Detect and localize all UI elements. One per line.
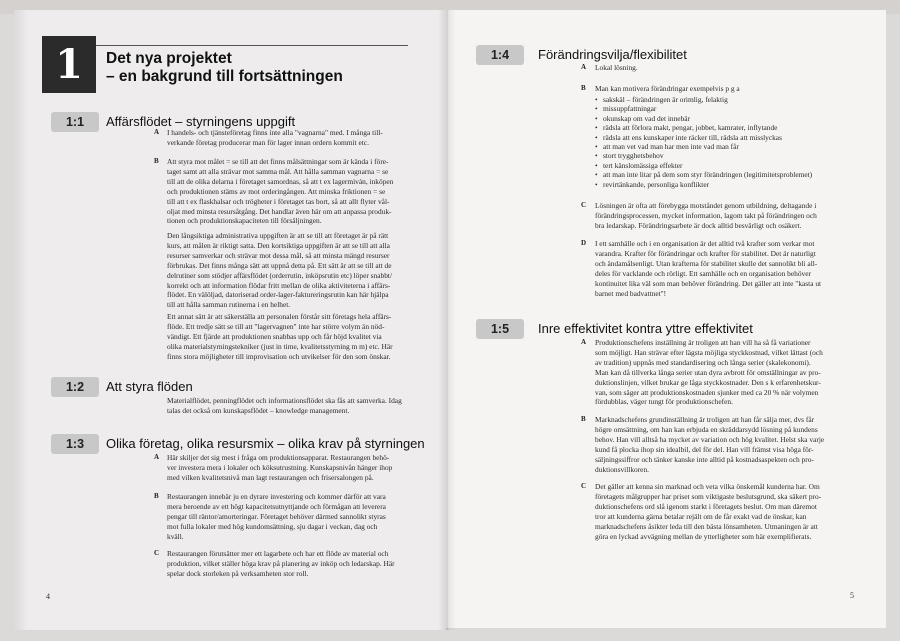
chapter-title-line-2: – en bakgrund till fortsättningen bbox=[106, 68, 343, 85]
paragraph-1-4-c: Lösningen är ofta att förebygga motståndet genom utbildning, deltagande i förändringsprocessen, mycket information, lagom takt på förändringen och bra ledarskap. Förändringsarbete är dock alltid besvärligt och osäkert. bbox=[595, 201, 817, 230]
paragraph-1-5-c: Det gäller att kenna sin marknad och veta vilka önskemål kunderna har. Om företagets målgrupper har priset som viktigaste beslutsgrund, ska säkert pro- duktionschefens ord slå igenom starkt i företagets beslut. Om man däremot tror att kunderna gärna betalar rejält om de får exakt vad de önskar, kan marknadschefens åsikter leda till den bästa lönsamheten. Utmaningen är att göra en lyckad avvägning mellan de ytterligheter som här exemplifierats. bbox=[595, 482, 822, 541]
paragraph-1-3-c: Restaurangen förutsätter mer ett lagarbete och har ett flöde av material och produktion, vilket ställer höga krav på planering av inköp och ledarskap. Här spelar dock storleken på verksamheten stor roll. bbox=[167, 549, 395, 578]
list-item: • rädsla att förlora makt, pengar, jobbet, kamrater, inflytande bbox=[595, 123, 857, 132]
left-page bbox=[14, 10, 446, 630]
right-page bbox=[446, 10, 886, 628]
paragraph-1-5-a: Produktionschefens inställning är troligen att han vill ha så få variationer som möjligt. Han strävar efter lägsta möjliga styckkostnad, vilket lättast (och av tradition) uppnås med standardisering och långa serier (skalekonomi). Man kan då tillverka långa serier utan dyra avbrott för omställningar av pro- duktionslinjen, vilket brukar ge låga styckkostnader. Den s k erfarenhetskur- van, som säger att produktionskostnaden sjunker med ca 20 % när volymen fördubblas, väger tungt för produktionschefen. bbox=[595, 338, 823, 407]
item-marker: A bbox=[154, 128, 160, 136]
item-marker: C bbox=[581, 201, 587, 209]
paragraph-1-5-b: Marknadschefens grundinställning är troligen att han får sälja mer, dvs får högre omsättning, om han kan erbjuda en skräddarsydd lösning på kundens behov. Han vill alltså ha mycket av variation och hög kvalitet. Helst ska varje kund få plocka ihop sin idealbil, del för del. Han vill främst visa höga för- säljningssiffror och tänker kanske inte alltid på kostnadsaspekten och pro- duktionsvillkoren. bbox=[595, 415, 825, 474]
paragraph-1-1-b: Att styra mot målet = se till att det finns målsättningar som är kända i före- taget samt att alla strävar mot samma mål. Att hålla samman vagnarna = se till att de olika delarna i företaget samordnas, så att t ex lagermiván, inköpen och produktionen stäms av mot orderingången. Att minska friktionen = se till att t ex flaskhalsar och trögheter i företaget tas bort, så att allt flyter vål- oljat med minsta resursåtgång. Det handlar även här om att anpassa produk- tionen och produktionskapaciteten till försäljningen. bbox=[167, 157, 394, 226]
reasons-list bbox=[595, 95, 857, 189]
item-marker: B bbox=[581, 84, 586, 92]
item-marker: A bbox=[154, 453, 160, 461]
section-title-1-1: Affärsflödet – styrningens uppgift bbox=[106, 114, 296, 129]
section-number-1-3: 1:3 bbox=[51, 434, 99, 454]
chapter-title bbox=[106, 50, 343, 86]
paragraph-1-2: Materialflödet, penningflödet och informationsflödet ska fås att samverka. Idag talas det också om kunskapsflödet – knowledge management. bbox=[167, 396, 402, 415]
section-number-1-2: 1:2 bbox=[51, 377, 99, 397]
list-item: • sakskäl – förändringen är orimlig, felaktig bbox=[595, 95, 857, 104]
item-marker: B bbox=[154, 157, 159, 165]
list-item: • rädsla att ens kunskaper inte räcker till, rädsla att misslyckas bbox=[595, 133, 857, 142]
book-gutter bbox=[438, 10, 456, 630]
list-item: • att man inte litar på dem som styr förändringen (legitimitetsproblemet) bbox=[595, 170, 857, 179]
paragraph-1-4-a: Lokal lösning. bbox=[595, 63, 638, 72]
page-edge-shadow bbox=[14, 10, 28, 630]
section-title-1-3: Olika företag, olika resursmix – olika krav på styrningen bbox=[106, 436, 425, 451]
list-item: • revirtänkande, personliga konflikter bbox=[595, 180, 857, 189]
item-marker: C bbox=[154, 549, 160, 557]
list-item: • okunskap om vad det innebär bbox=[595, 114, 857, 123]
section-number-1-1: 1:1 bbox=[51, 112, 99, 132]
chapter-rule bbox=[96, 45, 408, 46]
paragraph-1-4-d: I ett samhälle och i en organisation är det alltid två krafter som verkar mot varandra. Krafter för förändringar och krafter för stabilitet. Det är naturligt och ändamålsenligt. Utan krafterna för stabilitet skulle det sannolikt bli all- deles för vacklande och rörligt. Ett samhälle och en organisation behöver kontinuitet lika väl som man behöver förändring. Det gäller att inte "kasta ut barnet med badvattnet"! bbox=[595, 239, 822, 298]
section-title-1-5: Inre effektivitet kontra yttre effektivitet bbox=[538, 321, 753, 336]
list-item: • stort trygghetsbehov bbox=[595, 151, 857, 160]
paragraph-1-3-b: Restaurangen innebär ju en dyrare investering och kommer därför att vara mera beroende av ett högt kapacitetsutnyttjande och förmågan att leverera pengar till räntor/amorteringar. Företaget behöver därmed sannolikt styras mot fulla lokaler med hög kundomsättning, sju dagar i veckan, dag och kväll. bbox=[167, 492, 386, 541]
section-title-1-4: Förändringsvilja/flexibilitet bbox=[538, 47, 687, 62]
list-item: • att man vet vad man har men inte vad man får bbox=[595, 142, 857, 151]
item-marker: D bbox=[581, 239, 587, 247]
chapter-title-line-1: Det nya projektet bbox=[106, 50, 232, 67]
item-marker: A bbox=[581, 338, 587, 346]
item-marker: B bbox=[154, 492, 159, 500]
paragraph-1-1-a: I handels- och tjänsteföretag finns inte alla "vagnarna" med. I många till- verkande företag producerar man för lager innan ordern kommit etc. bbox=[167, 128, 383, 147]
paragraph-1-1-d: Ett annat sätt är att säkerställa att personalen förstår sitt företags hela affärs- flöde. Ett tredje sätt se till att "lagervagnen" inte har större volym än nöd- vändigt. Ett fjärde att produktionen snabbas upp och får höjd kvalitet via olika materialstyrningstekniker (just in time, kvalitetsstyrning m m) etc. Här finns stora möjligheter till improvisation och utvikelser för den som önskar. bbox=[167, 312, 393, 361]
page-number-right: 5 bbox=[850, 591, 854, 600]
page-number-left: 4 bbox=[46, 592, 50, 601]
paragraph-1-3-a: Här skiljer det sig mest i fråga om produktionsapparat. Restaurangen behö- ver investera mera i lokaler och köksutrustning. Kunskapsnivån hänger ihop med vilken kvalitetsnivå man lagt restaurangen och frisersalongen på. bbox=[167, 453, 393, 482]
section-title-1-2: Att styra flöden bbox=[106, 379, 193, 394]
section-number-1-4: 1:4 bbox=[476, 45, 524, 65]
paragraph-1-1-c: Den långsiktiga administrativa uppgiften är att se till att företaget är på rätt kurs, att målen är riktigt satta. Den kortsiktiga uppgiften är att se till att alla resurser samverkar och strävar mot dessa mål, så att minsta mängd resurser förbrukas. Det finns många sätt att uppnå detta på. Ett sätt är att se till att de delrutiner som stödjer affärsflödet (orderrutin, inköpsrutin etc) löper snabbt/ korrekt och att information flödar fritt mellan de olika aktiviteterna i affärs- flödet. En välöljad, datoriserad order-lager-faktureringsrutin kan här hjälpa till att hålla samman rutinerna i en helhet. bbox=[167, 231, 393, 310]
section-number-1-5: 1:5 bbox=[476, 319, 524, 339]
chapter-number: 1 bbox=[42, 36, 96, 93]
paragraph-1-4-b: Man kan motivera förändringar exempelvis p g a bbox=[595, 84, 740, 93]
item-marker: A bbox=[581, 63, 587, 71]
list-item: • tert känslomässiga effekter bbox=[595, 161, 857, 170]
item-marker: C bbox=[581, 482, 587, 490]
list-item: • missuppfattningar bbox=[595, 104, 857, 113]
item-marker: B bbox=[581, 415, 586, 423]
